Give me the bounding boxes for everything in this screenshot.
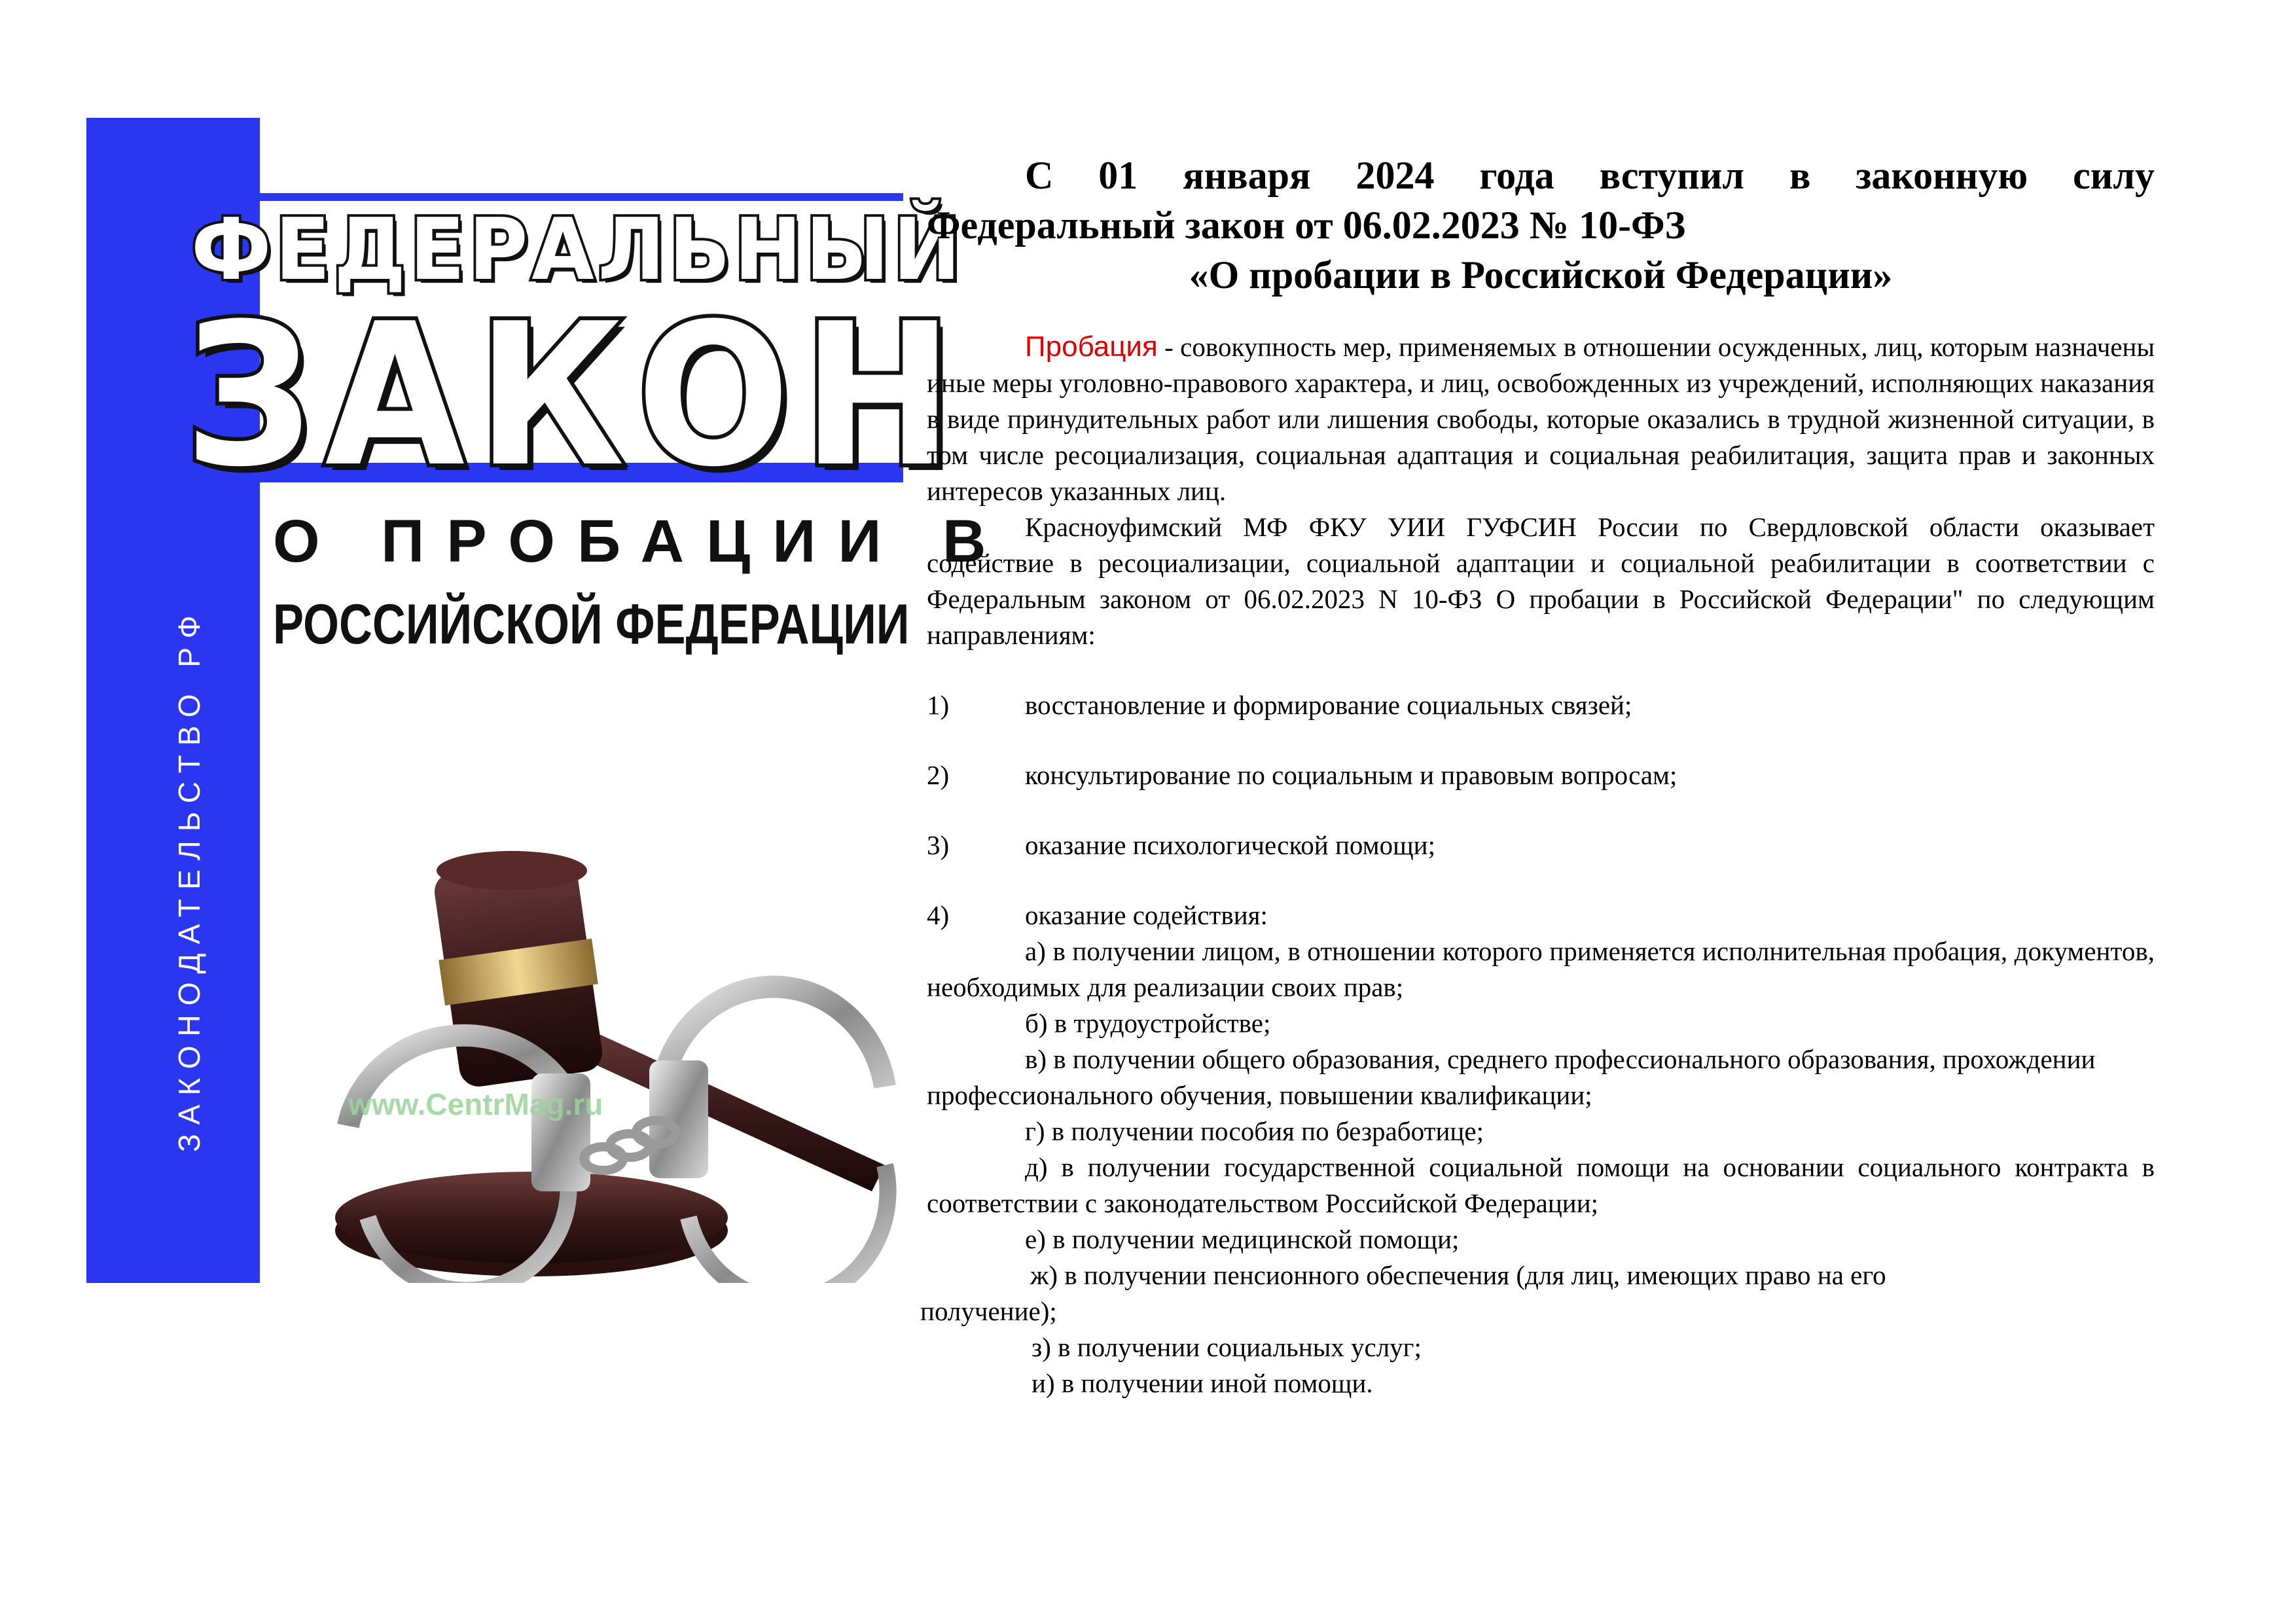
subitem-g: г) в получении пособия по безработице;	[1025, 1116, 1484, 1146]
cover-spine-text: ЗАКОНОДАТЕЛЬСТВО РФ	[172, 606, 206, 1152]
cover-title-line2: ЗАКОН	[185, 281, 965, 510]
list-item	[927, 687, 2155, 723]
subitem-i: и) в получении иной помощи.	[1031, 1368, 1373, 1398]
subitem-v-line2: профессионального обучения, повышении квалификации;	[927, 1080, 1592, 1110]
heading-line3: «О пробации в Российской Федерации»	[1189, 253, 1893, 297]
heading-line2: Федеральный закон от 06.02.2023 № 10-ФЗ	[927, 204, 1686, 247]
definition-paragraph	[927, 329, 2155, 509]
list-item-number: 1)	[927, 690, 950, 720]
list-item-number: 3)	[927, 830, 950, 860]
gavel-handcuffs-illustration	[296, 851, 898, 1283]
list-item	[927, 757, 2155, 793]
subitem-e: е) в получении медицинской помощи;	[1025, 1224, 1460, 1254]
subitem-d: д) в получении государственной социальной помощи на основании социального контракта в соответствии с законодательством Российской Федерации;	[927, 1152, 2155, 1218]
cover-subtitle-line2: РОССИЙСКОЙ ФЕДЕРАЦИИ	[273, 593, 910, 656]
document-body	[920, 151, 2155, 1401]
subitem-a: а) в получении лицом, в отношении которого применяется исполнительная пробация, документов, необходимых для реализации своих прав;	[927, 936, 2155, 1002]
list-item	[927, 827, 2155, 863]
list-item-text: оказание содействия:	[1025, 900, 1268, 930]
cover-title-line1: ФЕДЕРАЛЬНЫЙ	[191, 200, 965, 299]
list-item-text: оказание психологической помощи;	[1025, 830, 1435, 860]
list-item-number: 2)	[927, 760, 950, 790]
list-item	[927, 897, 2155, 933]
intro-paragraph: Красноуфимский МФ ФКУ УИИ ГУФСИН России по Свердловской области оказывает содействие в ресоциализации, социальной адаптации и социальной реабилитации в соответствии с Федеральным законом от 06.02.2023 N 10-ФЗ О пробации в Российской Федерации" по следующим направлениям:	[927, 512, 2155, 650]
heading-line1: С 01 января 2024 года вступил в законную силу	[1025, 154, 2155, 197]
blue-block-top	[86, 118, 260, 193]
definition-term: Пробация	[1025, 331, 1158, 363]
list-item-text: восстановление и формирование социальных связей;	[1025, 690, 1632, 720]
list-item-number: 4)	[927, 900, 950, 930]
subitem-zh-line2: получение);	[920, 1296, 1057, 1326]
definition-text: - совокупность мер, применяемых в отношении осужденных, лиц, которым назначены иные меры уголовно-правового характера, и лиц, освобожденных из учреждений, исполняющих наказания в виде принудительных работ или лишения свободы, которые оказались в трудной жизненной ситуации, в том числе ресоциализация, социальная адаптация и социальная реабилитация, защита прав и законных интересов указанных лиц.	[927, 332, 2155, 506]
subitem-zh-line1: ж) в получении пенсионного обеспечения (для лиц, имеющих право на его	[1030, 1260, 1886, 1290]
cover-image	[86, 118, 1009, 1283]
watermark-text: www.CentrMag.ru	[348, 1087, 603, 1121]
list-item-text: консультирование по социальным и правовым вопросам;	[1025, 760, 1677, 790]
subitem-z: з) в получении социальных услуг;	[1031, 1332, 1422, 1362]
cover-subtitle-line1: О ПРОБАЦИИ В	[273, 508, 1009, 575]
subitem-b: б) в трудоустройстве;	[1025, 1008, 1271, 1038]
subitem-v-line1: в) в получении общего образования, среднего профессионального образования, прохождении	[1025, 1044, 2096, 1074]
